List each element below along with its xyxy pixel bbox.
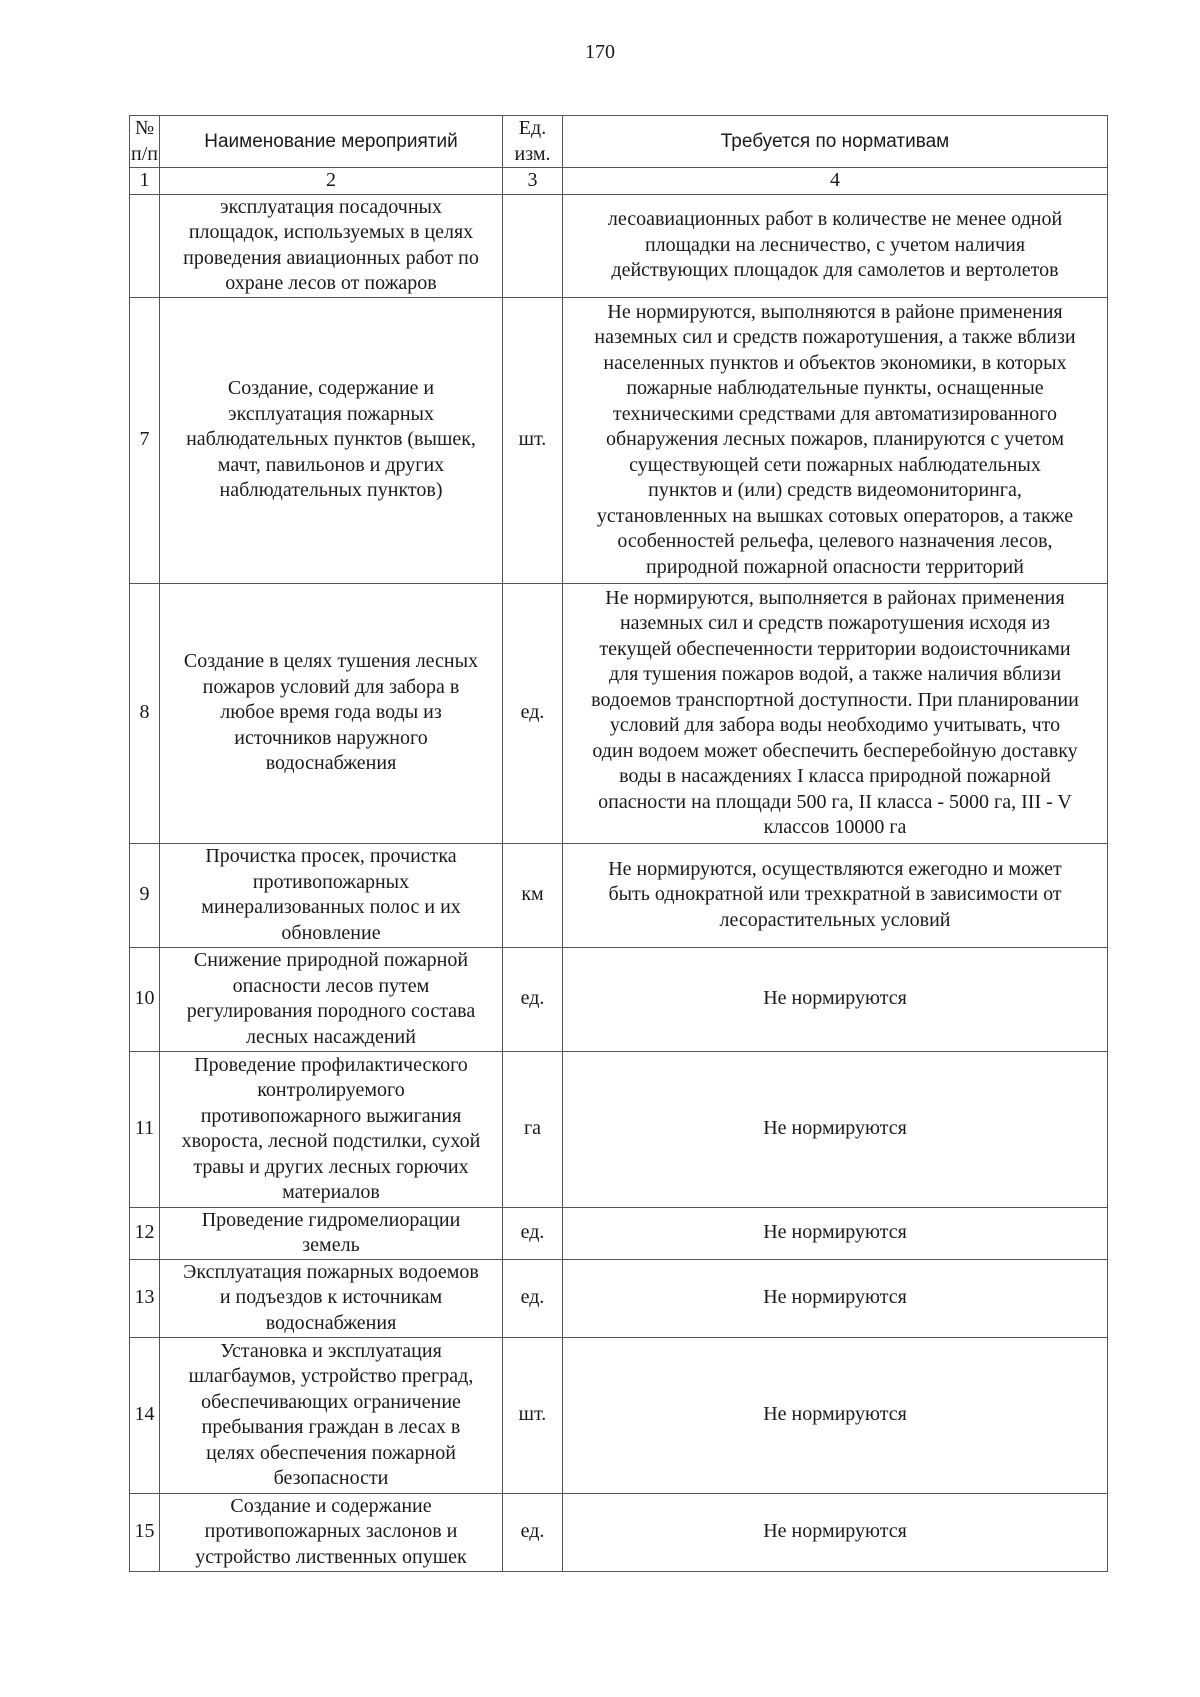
normative-cell: Не нормируются, выполняются в районе применения наземных сил и средств пожаротушения, а также вблизи населенных пунктов и объектов экономики, в которых пожарные наблюдательные пункты, оснащенные техническими средствами для автоматизированного обнаружения лесных пожаров, планируются с учетом существующей сети пожарных наблюдательных пунктов и (или) средств видеомониторинга, установленных на вышках сотовых операторов, а также особенностей рельефа, целевого назначения лесов, природной пожарной опасности территорий <box>563 297 1108 583</box>
normative-cell: Не нормируются <box>563 947 1108 1051</box>
measure-name: Проведение профилактического контролируемого противопожарного выжигания хвороста, лесной подстилки, сухой травы и других лесных горючих материалов <box>160 1051 503 1207</box>
normative-cell: Не нормируются <box>563 1207 1108 1259</box>
row-number: 14 <box>130 1337 160 1493</box>
header-number: № п/п <box>130 116 160 168</box>
normative-cell: Не нормируются, осуществляются ежегодно и может быть однократной или трехкратной в зависимости от лесорастительных условий <box>563 843 1108 947</box>
header-measure-name: Наименование мероприятий <box>160 116 503 168</box>
row-number <box>130 194 160 297</box>
measure-name: Установка и эксплуатация шлагбаумов, устройство преград, обеспечивающих ограничение пребывания граждан в лесах в целях обеспечения пожарной безопасности <box>160 1337 503 1493</box>
measure-name: Создание и содержание противопожарных заслонов и устройство лиственных опушек <box>160 1493 503 1571</box>
header-normative: Требуется по нормативам <box>563 116 1108 168</box>
table-row <box>130 1259 1108 1337</box>
table-row <box>130 1337 1108 1493</box>
unit-cell: ед. <box>503 1207 563 1259</box>
measure-name: Эксплуатация пожарных водоемов и подъездов к источникам водоснабжения <box>160 1259 503 1337</box>
row-number: 13 <box>130 1259 160 1337</box>
table-row <box>130 194 1108 297</box>
table-row <box>130 1051 1108 1207</box>
unit-cell: км <box>503 843 563 947</box>
normative-cell: Не нормируются, выполняется в районах применения наземных сил и средств пожаротушения исходя из текущей обеспеченности территории водоисточниками для тушения пожаров водой, а также наличия вблизи водоемов транспортной доступности. При планировании условий для забора воды необходимо учитывать, что один водоем может обеспечить бесперебойную доставку воды в насаждениях I класса природной пожарной опасности на площади 500 га, II класса - 5000 га, III - V классов 10000 га <box>563 583 1108 843</box>
column-index-row <box>130 168 1108 195</box>
normative-cell: Не нормируются <box>563 1493 1108 1571</box>
table-row <box>130 947 1108 1051</box>
normative-cell: лесоавиационных работ в количестве не менее одной площадки на лесничество, с учетом наличия действующих площадок для самолетов и вертолетов <box>563 194 1108 297</box>
normative-cell: Не нормируются <box>563 1337 1108 1493</box>
table-row <box>130 1493 1108 1571</box>
normative-cell: Не нормируются <box>563 1259 1108 1337</box>
unit-cell: ед. <box>503 947 563 1051</box>
unit-cell: ед. <box>503 1259 563 1337</box>
column-index: 1 <box>130 168 160 195</box>
measure-name: Создание в целях тушения лесных пожаров условий для забора в любое время года воды из источников наружного водоснабжения <box>160 583 503 843</box>
measure-name: Создание, содержание и эксплуатация пожарных наблюдательных пунктов (вышек, мачт, павильонов и других наблюдательных пунктов) <box>160 297 503 583</box>
row-number: 8 <box>130 583 160 843</box>
row-number: 12 <box>130 1207 160 1259</box>
measure-name: Прочистка просек, прочистка противопожарных минерализованных полос и их обновление <box>160 843 503 947</box>
column-index: 4 <box>563 168 1108 195</box>
unit-cell: ед. <box>503 1493 563 1571</box>
column-index: 2 <box>160 168 503 195</box>
table-row <box>130 583 1108 843</box>
row-number: 11 <box>130 1051 160 1207</box>
unit-cell <box>503 194 563 297</box>
row-number: 9 <box>130 843 160 947</box>
page-number: 170 <box>585 41 615 63</box>
measure-name: эксплуатация посадочных площадок, используемых в целях проведения авиационных работ по охране лесов от пожаров <box>160 194 503 297</box>
table-header-row <box>130 116 1108 168</box>
normative-cell: Не нормируются <box>563 1051 1108 1207</box>
row-number: 7 <box>130 297 160 583</box>
table-row <box>130 1207 1108 1259</box>
row-number: 10 <box>130 947 160 1051</box>
fire-measures-table <box>129 115 1108 1572</box>
unit-cell: га <box>503 1051 563 1207</box>
header-unit: Ед. изм. <box>503 116 563 168</box>
unit-cell: шт. <box>503 1337 563 1493</box>
table-row <box>130 843 1108 947</box>
table-row <box>130 297 1108 583</box>
unit-cell: шт. <box>503 297 563 583</box>
measure-name: Проведение гидромелиорации земель <box>160 1207 503 1259</box>
unit-cell: ед. <box>503 583 563 843</box>
row-number: 15 <box>130 1493 160 1571</box>
column-index: 3 <box>503 168 563 195</box>
measure-name: Снижение природной пожарной опасности лесов путем регулирования породного состава лесных насаждений <box>160 947 503 1051</box>
